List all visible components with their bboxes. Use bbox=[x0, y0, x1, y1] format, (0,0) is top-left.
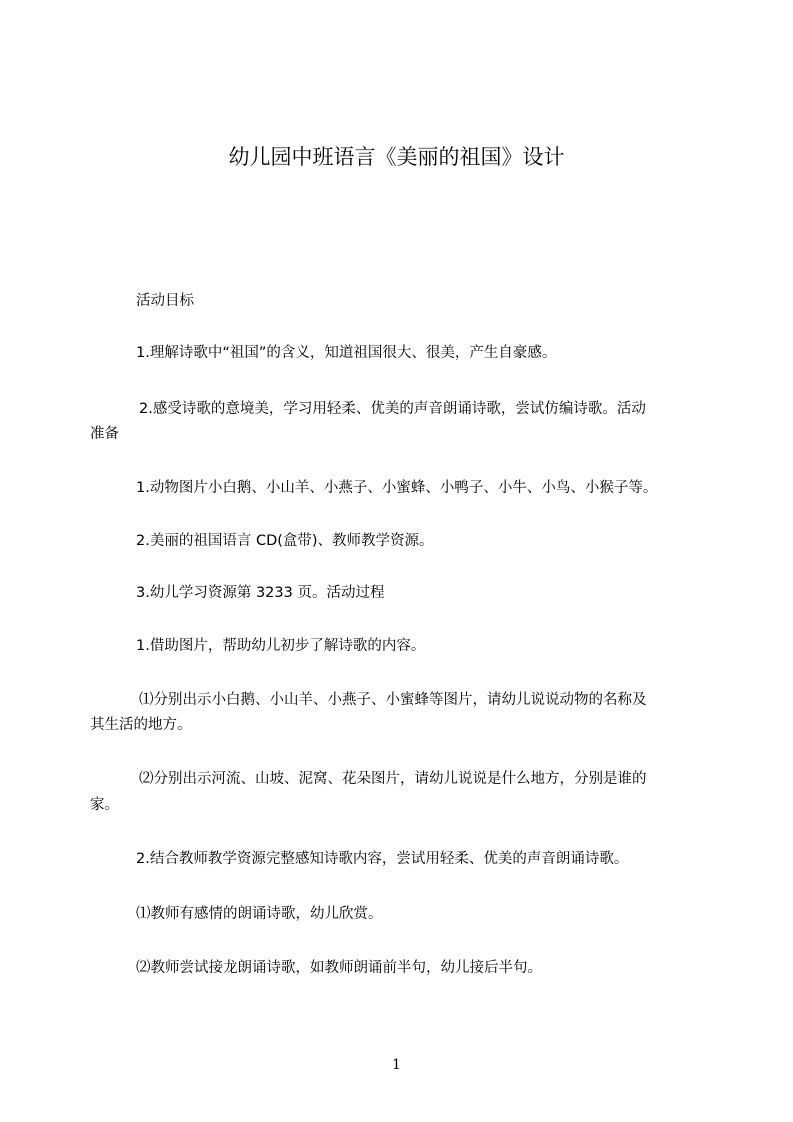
page-number: 1 bbox=[392, 1057, 401, 1073]
paragraph: ⑵教师尝试接龙朗诵诗歌，如教师朗诵前半句，幼儿接后半句。 bbox=[136, 960, 542, 976]
paragraph: ⑵分别出示河流、山坡、泥窝、花朵图片，请幼儿说说是什么地方，分别是谁的 bbox=[139, 771, 647, 787]
document-title: 幼儿园中班语言《美丽的祖国》设计 bbox=[228, 145, 565, 169]
paragraph: 1.借助图片，帮助幼儿初步了解诗歌的内容。 bbox=[136, 638, 426, 654]
paragraph: 2.结合教师教学资源完整感知诗歌内容，尝试用轻柔、优美的声音朗诵诗歌。 bbox=[136, 851, 629, 867]
section-heading-goals: 活动目标 bbox=[136, 293, 194, 309]
paragraph: ⑴教师有感情的朗诵诗歌，幼儿欣赏。 bbox=[136, 906, 383, 922]
paragraph: 1.动物图片小白鹅、小山羊、小燕子、小蜜蜂、小鸭子、小牛、小鸟、小猴子等。 bbox=[136, 480, 658, 496]
paragraph-continuation: 其生活的地方。 bbox=[90, 717, 192, 733]
paragraph: 2.美丽的祖国语言 CD(盒带)、教师教学资源。 bbox=[136, 533, 434, 549]
paragraph: 2.感受诗歌的意境美，学习用轻柔、优美的声音朗诵诗歌，尝试仿编诗歌。活动 bbox=[139, 401, 646, 417]
paragraph: ⑴分别出示小白鹅、小山羊、小燕子、小蜜蜂等图片，请幼儿说说动物的名称及 bbox=[139, 692, 647, 708]
paragraph: 3.幼儿学习资源第 3233 页。活动过程 bbox=[136, 585, 385, 601]
paragraph-continuation: 家。 bbox=[90, 797, 119, 813]
paragraph: 1.理解诗歌中“祖国”的含义，知道祖国很大、很美，产生自豪感。 bbox=[136, 345, 557, 361]
paragraph-continuation: 准备 bbox=[90, 426, 119, 442]
